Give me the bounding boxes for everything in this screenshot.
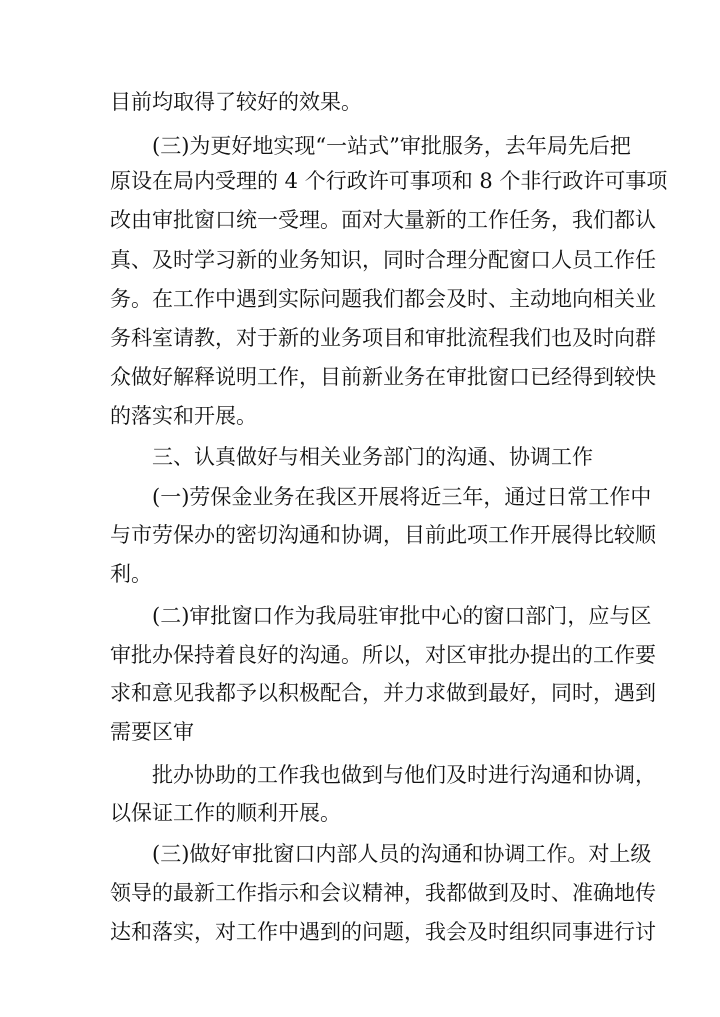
text-line: (一)劳保金业务在我区开展将近三年，通过日常工作中 (152, 485, 652, 509)
text-line: 务科室请教，对于新的业务项目和审批流程我们也及时向群 (110, 326, 656, 350)
text-line: 求和意见我都予以积极配合，并力求做到最好，同时，遇到 (110, 681, 656, 705)
text-line: 审批办保持着良好的沟通。所以，对区审批办提出的工作要 (110, 643, 656, 667)
text-line: 批办协助的工作我也做到与他们及时进行沟通和协调， (152, 763, 656, 787)
text-line: 真、及时学习新的业务知识，同时合理分配窗口人员工作任 (110, 248, 656, 272)
text-line: 的落实和开展。 (110, 404, 257, 428)
section-heading: 三、认真做好与相关业务部门的沟通、协调工作 (152, 445, 593, 469)
text-line: 利。 (110, 562, 152, 586)
text-line: 需要区审 (110, 720, 194, 744)
text-line: (三)为更好地实现“一站式”审批服务，去年局先后把 (152, 134, 631, 158)
text-line: (二)审批窗口作为我局驻审批中心的窗口部门，应与区 (152, 604, 652, 628)
text-line: 领导的最新工作指示和会议精神，我都做到及时、准确地传 (110, 881, 656, 905)
text-line: 目前均取得了较好的效果。 (110, 90, 362, 114)
text-line: 众做好解释说明工作，目前新业务在审批窗口已经得到较快 (110, 365, 656, 389)
text-line: 以保证工作的顺利开展。 (110, 801, 341, 825)
text-line: 达和落实，对工作中遇到的问题，我会及时组织同事进行讨 (110, 920, 656, 944)
text-line: 原设在局内受理的 4 个行政许可事项和 8 个非行政许可事项 (110, 169, 668, 193)
text-line: 务。在工作中遇到实际问题我们都会及时、主动地向相关业 (110, 287, 656, 311)
text-line: (三)做好审批窗口内部人员的沟通和协调工作。对上级 (152, 842, 652, 866)
text-line: 改由审批窗口统一受理。面对大量新的工作任务，我们都认 (110, 208, 656, 232)
text-line: 与市劳保办的密切沟通和协调，目前此项工作开展得比较顺 (110, 523, 656, 547)
